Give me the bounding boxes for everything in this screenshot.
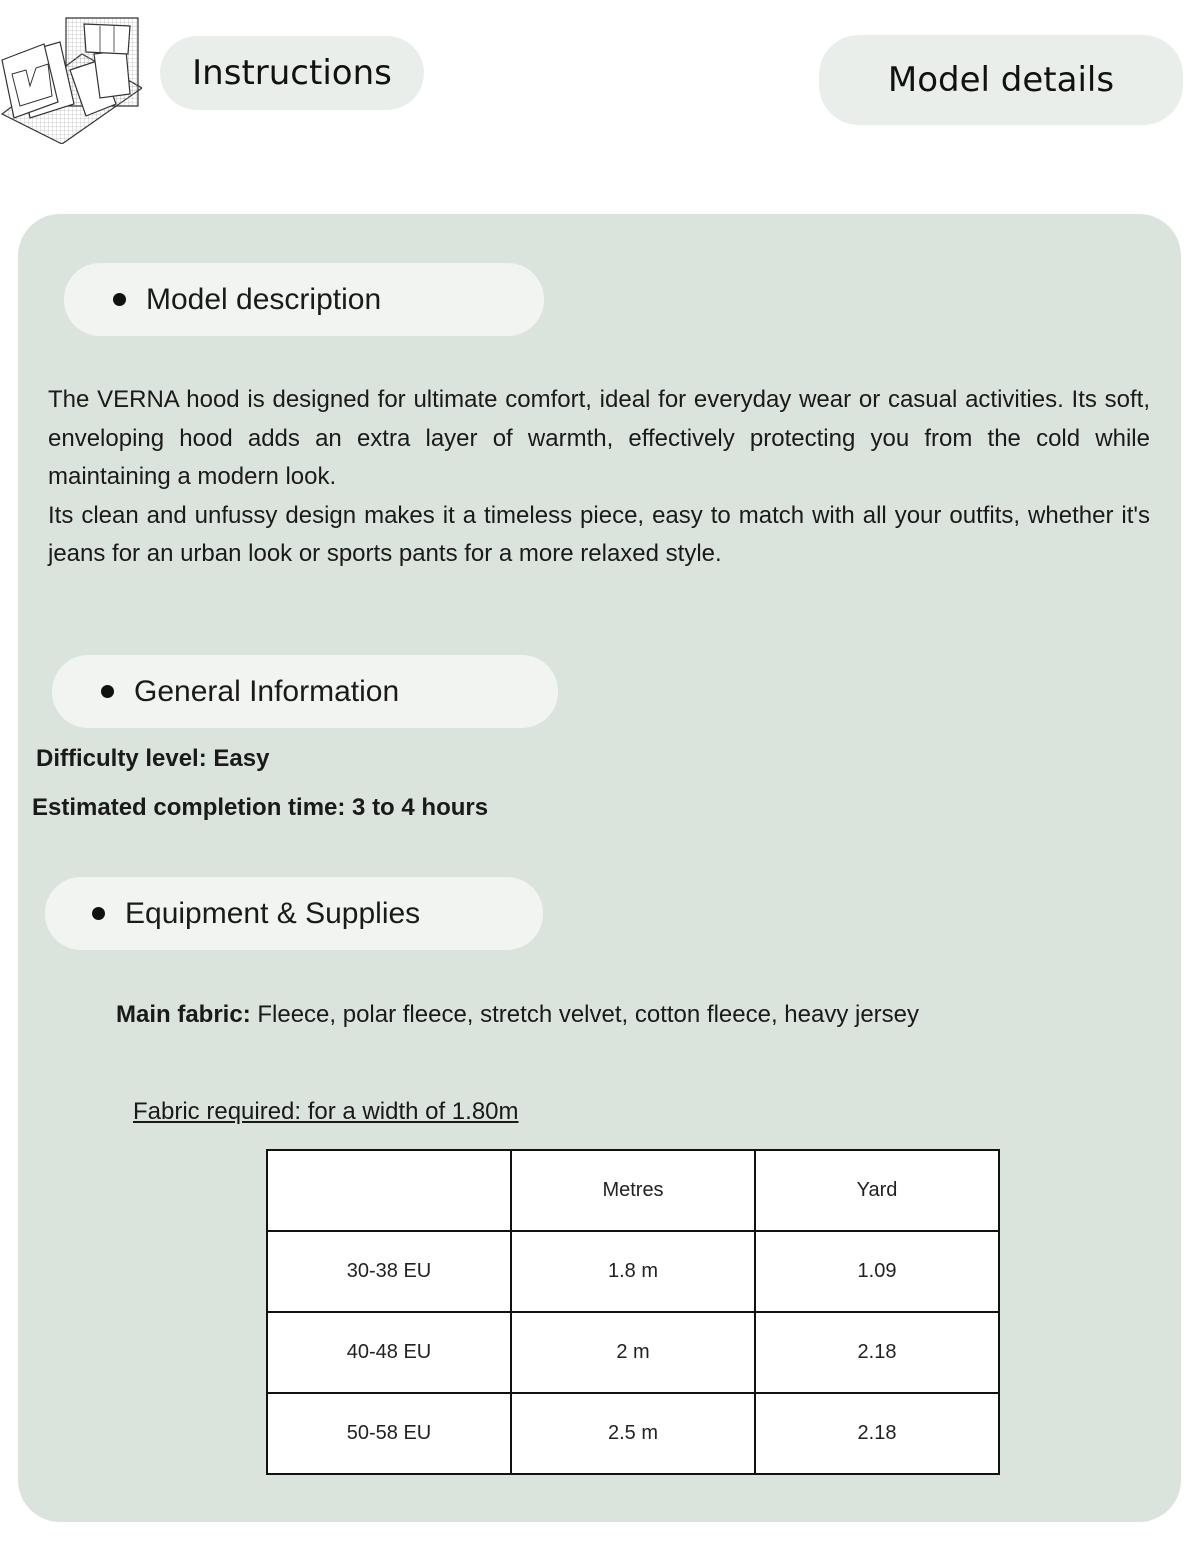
fabric-required-caption: Fabric required: for a width of 1.80m — [133, 1098, 519, 1125]
table-row — [267, 1393, 999, 1474]
main-fabric-value: Fleece, polar fleece, stretch velvet, cotton fleece, heavy jersey — [250, 1001, 920, 1028]
table-cell: 1.8 m — [511, 1231, 755, 1312]
table-cell: 40-48 EU — [267, 1312, 511, 1393]
model-description-heading-label: Model description — [146, 282, 382, 316]
model-details-tab[interactable] — [819, 35, 1183, 125]
equipment-supplies-heading — [45, 877, 543, 950]
model-details-label: Model details — [887, 60, 1115, 100]
table-cell: 50-58 EU — [267, 1393, 511, 1474]
table-cell: 2.18 — [755, 1393, 999, 1474]
main-fabric-line — [116, 1001, 919, 1029]
completion-time: Estimated completion time: 3 to 4 hours — [32, 794, 489, 821]
model-description-heading — [64, 263, 544, 336]
general-information-heading — [52, 655, 558, 728]
model-description-text — [48, 381, 1150, 574]
bullet-icon — [113, 293, 126, 306]
model-details-panel — [18, 214, 1181, 1522]
bullet-icon — [101, 685, 114, 698]
table-row — [267, 1231, 999, 1312]
instructions-label: Instructions — [192, 53, 392, 93]
main-fabric-label: Main fabric: — [116, 1001, 251, 1028]
equipment-supplies-heading-label: Equipment & Supplies — [125, 896, 421, 930]
table-row — [267, 1312, 999, 1393]
table-header-cell: Yard — [755, 1150, 999, 1231]
difficulty-level: Difficulty level: Easy — [36, 745, 270, 772]
fabric-requirements-table — [266, 1149, 1000, 1475]
table-header-cell — [267, 1150, 511, 1231]
table-cell: 2.5 m — [511, 1393, 755, 1474]
bullet-icon — [92, 907, 105, 920]
table-cell: 2 m — [511, 1312, 755, 1393]
table-cell: 30-38 EU — [267, 1231, 511, 1312]
table-header-row — [267, 1150, 999, 1231]
table-cell: 1.09 — [755, 1231, 999, 1312]
description-paragraph: Its clean and unfussy design makes it a timeless piece, easy to match with all your outfits, whether it's jeans for an urban look or sports pants for a more relaxed style. — [48, 501, 1150, 567]
general-information-heading-label: General Information — [134, 674, 400, 708]
table-header-cell: Metres — [511, 1150, 755, 1231]
table-cell: 2.18 — [755, 1312, 999, 1393]
description-paragraph: The VERNA hood is designed for ultimate comfort, ideal for everyday wear or casual activities. Its soft, enveloping hood adds an extra layer of warmth, effectively protecting you from the cold while maintaining a modern look. — [48, 386, 1150, 490]
instructions-tab[interactable] — [160, 36, 424, 110]
sewing-pattern-icon — [0, 14, 142, 144]
